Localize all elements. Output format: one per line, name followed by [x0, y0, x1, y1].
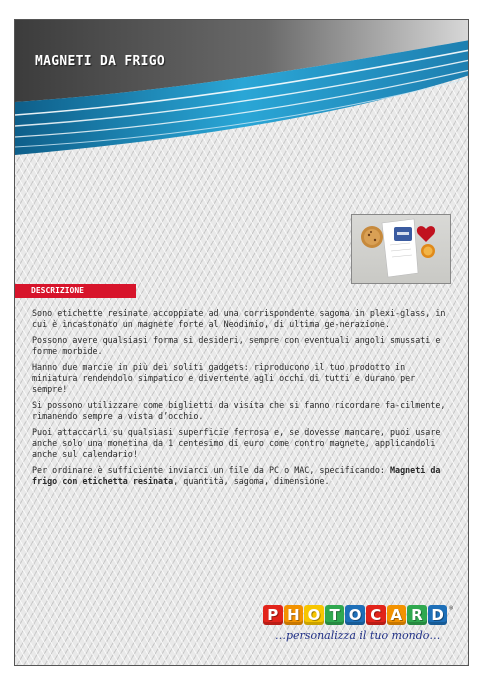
logo-letter: T	[325, 605, 345, 625]
logo-letter: D	[428, 605, 448, 625]
order-prefix: Per ordinare è sufficiente inviarci un file da PC o MAC, specificando:	[32, 465, 390, 475]
logo-letter: R	[407, 605, 427, 625]
logo-letter: P	[263, 605, 283, 625]
paragraph-4: Si possono utilizzare come biglietti da visita che si fanno ricordare fa-cilmente, rimanendo sempre a vista d’occhio.	[32, 400, 446, 421]
page-title: MAGNETI DA FRIGO	[35, 54, 166, 69]
paragraph-order	[32, 465, 452, 487]
photocard-logo	[263, 605, 453, 655]
document-page	[14, 19, 469, 666]
header-banner	[15, 20, 469, 170]
order-suffix: , quantità, sagoma, dimensione.	[173, 476, 330, 486]
logo-wordmark	[263, 605, 453, 625]
fridge-magnets-image	[352, 215, 450, 283]
order-product-name: Magneti da frigo con etichetta resinata	[32, 465, 441, 486]
logo-letter: C	[366, 605, 386, 625]
registered-mark: ®	[449, 605, 453, 612]
paragraph-1: Sono etichette resinate accoppiate ad una corrispondente sagoma in plexi-glass, in cui è incastonato un magnete forte al Neodimio, di ultima ge-nerazione.	[32, 308, 446, 329]
product-photo	[351, 214, 451, 284]
paragraph-3: Hanno due marcie in più dei soliti gadgets: riproducono il tuo prodotto in miniatura rendendolo simpatico e divertente agli occhi di tutti e durano per sempre!	[32, 362, 416, 394]
paragraph-2: Possono avere qualsiasi forma si desideri, sempre con eventuali angoli smussati e forme morbide.	[32, 335, 441, 356]
paragraph-5: Puoi attaccarli su qualsiasi superficie ferrosa e, se dovesse mancare, puoi usare anche solo una monetina da 1 centesimo di euro come contro magnete, applicandoli anche sul calendario!	[32, 427, 441, 459]
logo-letter: H	[284, 605, 304, 625]
logo-letter: A	[387, 605, 407, 625]
logo-slogan: …personalizza il tuo mondo…	[275, 629, 441, 642]
section-header-descrizione: DESCRIZIONE	[15, 284, 136, 298]
logo-letter: O	[304, 605, 324, 625]
logo-letter: O	[345, 605, 365, 625]
description-text	[32, 308, 452, 492]
